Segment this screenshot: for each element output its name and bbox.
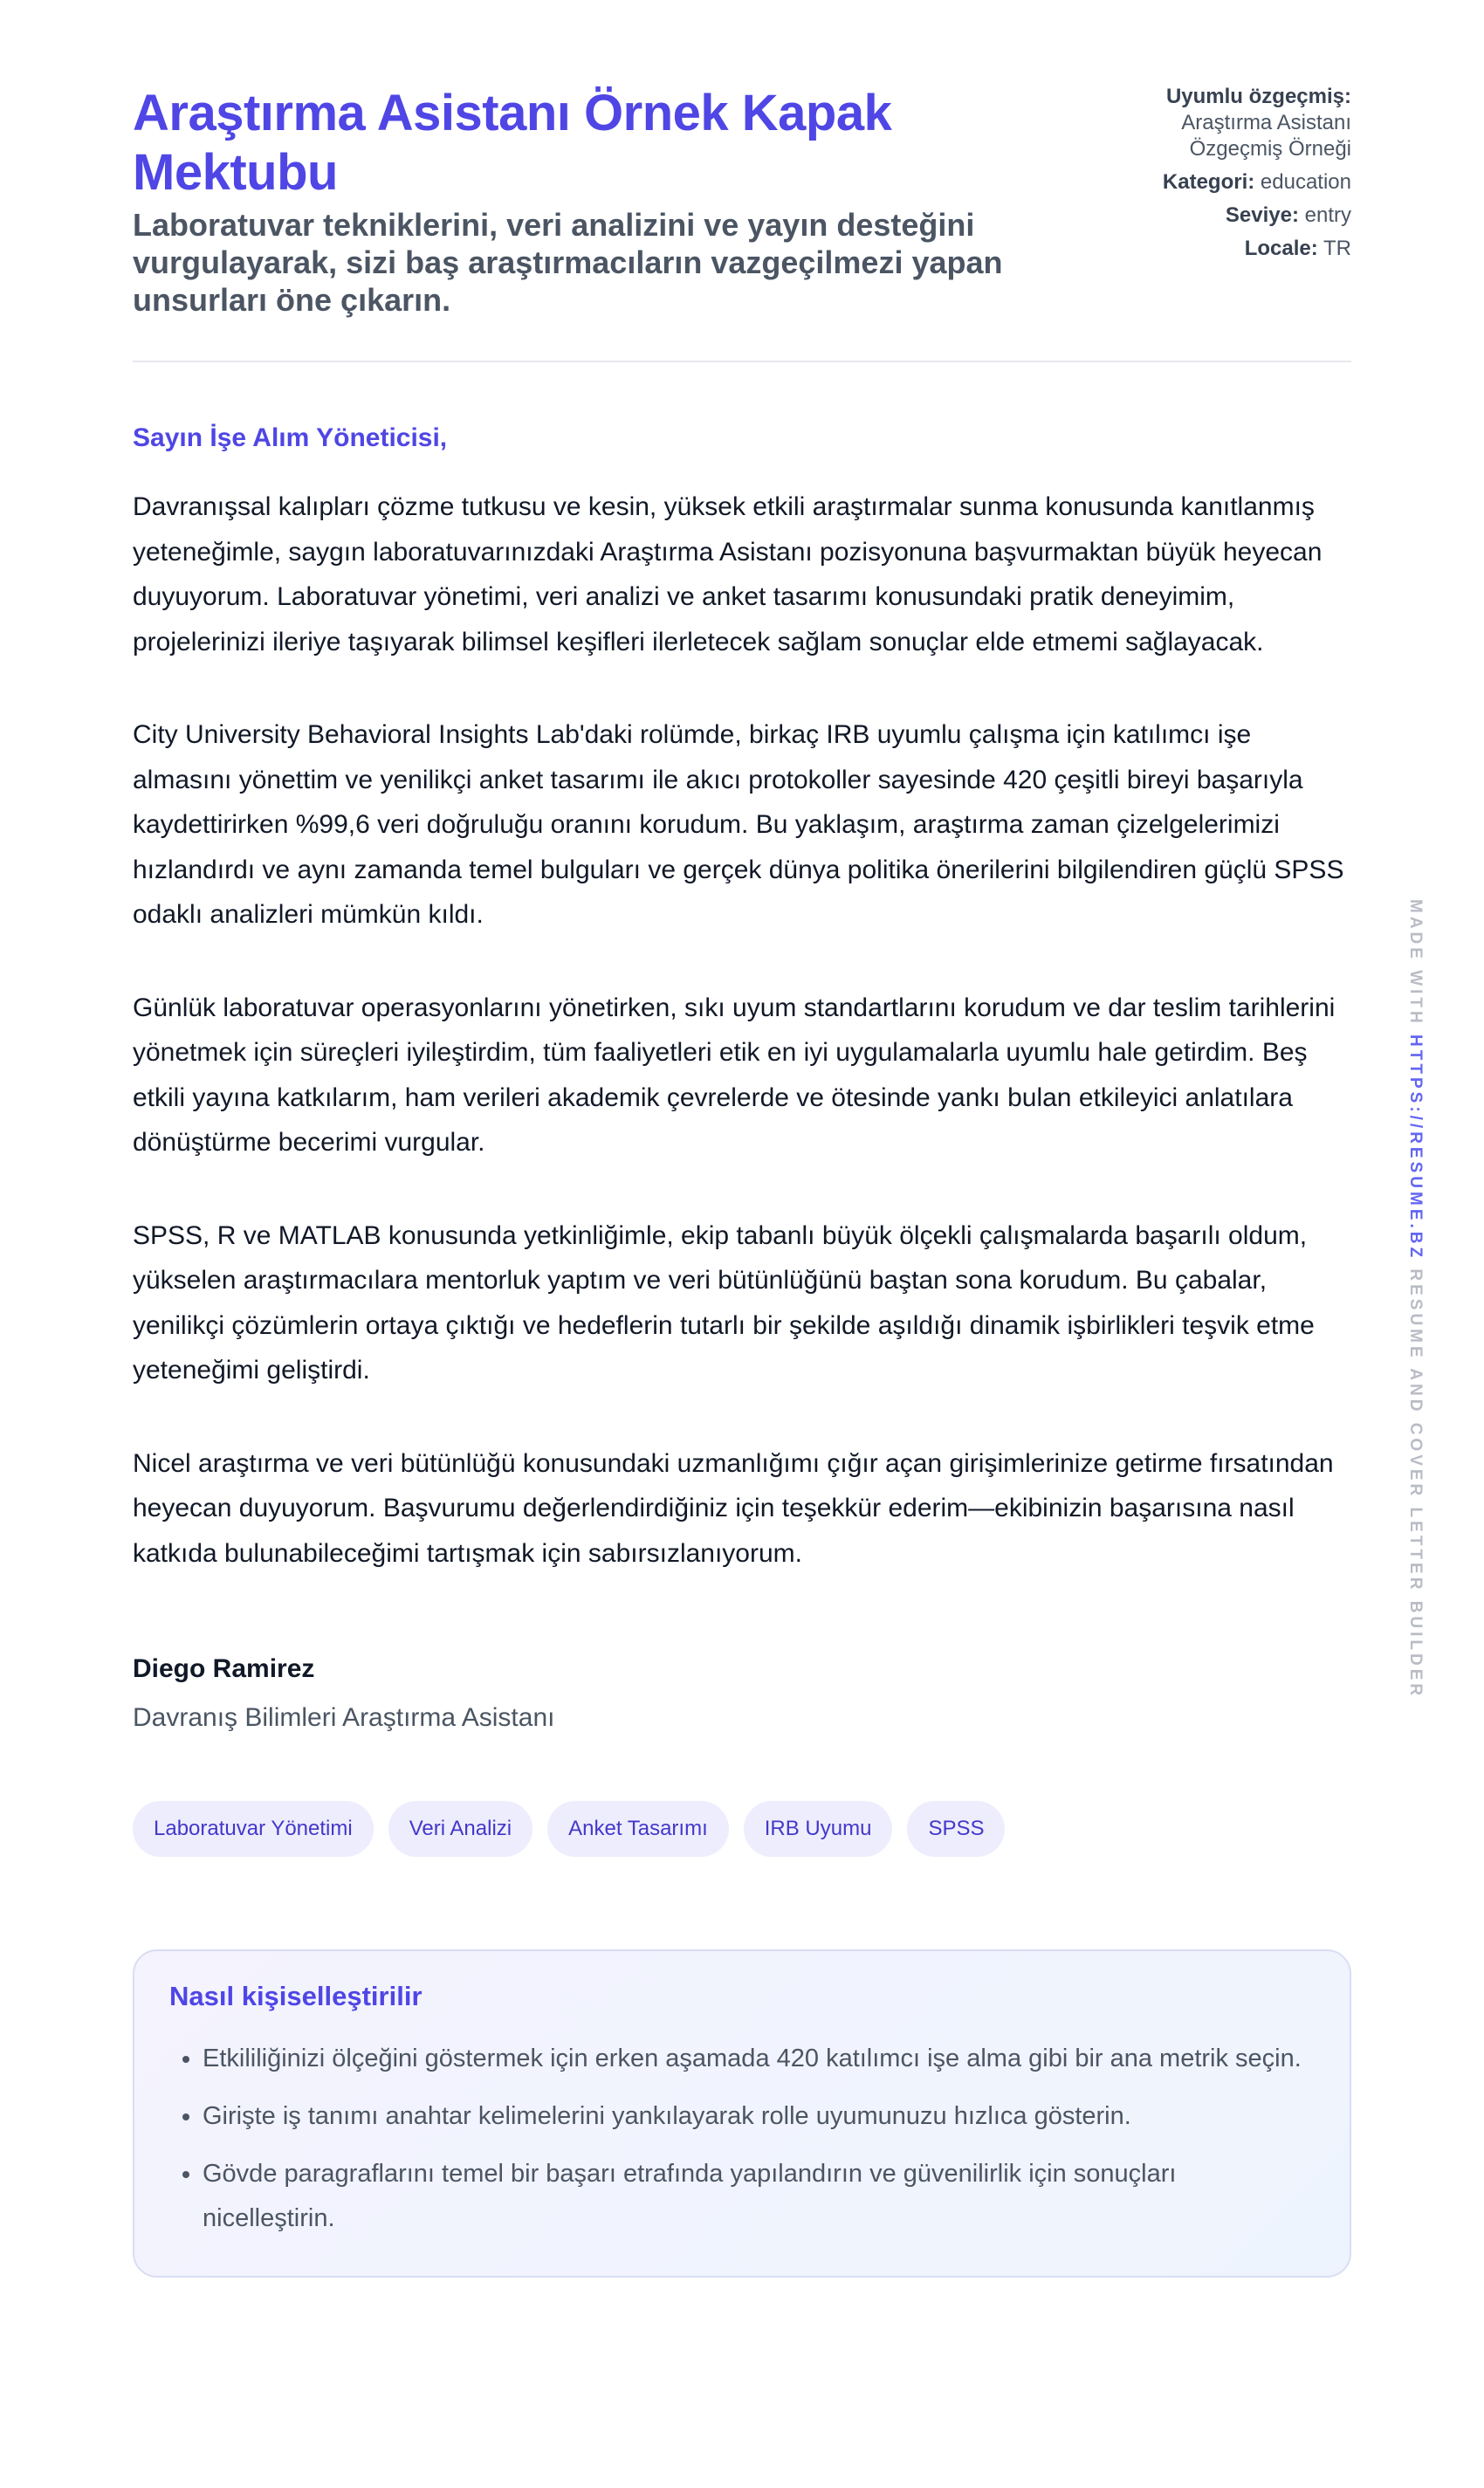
meta-locale-label: Locale: xyxy=(1244,237,1318,260)
meta-category-label: Kategori: xyxy=(1162,170,1255,194)
meta-resume-value[interactable]: Araştırma Asistanı Özgeçmiş Örneği xyxy=(1181,111,1351,161)
resume-bz-link[interactable]: HTTPS://RESUME.BZ xyxy=(1406,1034,1425,1261)
signature-block xyxy=(133,1654,1351,1733)
tips-title: Nasıl kişiselleştirilir xyxy=(169,1981,423,2011)
meta-level-label: Seviye: xyxy=(1225,203,1299,227)
meta-resume-label: Uyumlu özgeçmiş: xyxy=(1165,85,1351,108)
header-left xyxy=(133,84,1041,319)
made-with-sidebar xyxy=(1402,899,1428,1700)
letter-greeting: Sayın İşe Alım Yöneticisi, xyxy=(133,423,448,452)
meta-category xyxy=(1151,169,1351,196)
skill-tag[interactable]: Anket Tasarımı xyxy=(547,1801,729,1857)
skill-tag[interactable]: IRB Uyumu xyxy=(744,1801,893,1857)
meta-level xyxy=(1151,203,1351,229)
signature-role: Davranış Bilimleri Araştırma Asistanı xyxy=(133,1703,555,1732)
customization-tips xyxy=(133,1949,1351,2278)
page-subtitle: Laboratuvar tekniklerini, veri analizini ve yayın desteğini vurgulayarak, sizi baş araştırmacıların vazgeçilmezi yapan unsurları öne çıkarın. xyxy=(133,207,1003,318)
meta-locale-value: TR xyxy=(1323,237,1351,260)
meta-panel xyxy=(1151,84,1351,269)
letter-paragraph: Günlük laboratuvar operasyonlarını yönetirken, sıkı uyum standartlarını korudum ve dar teslim tarihlerini yönetmek için süreçleri iyileştirdim, tüm faaliyetleri etik en iyi uygulamalarla uyumlu hale getirdim. Beş etkili yayına katkılarım, ham verileri akademik çevrelerde ve ötesinde yankı bulan etkileyici anlatılara dönüştürme becerimi vurgular. xyxy=(133,993,1336,1157)
tip-item: • Girişte iş tanımı anahtar kelimelerini yankılayarak rolle uyumunuzu hızlıca gösterin. xyxy=(203,2094,1315,2139)
made-with-prefix: MADE WITH xyxy=(1406,899,1425,1027)
meta-locale xyxy=(1151,236,1351,262)
skill-tags xyxy=(133,1801,1351,1857)
letter-body xyxy=(133,485,1351,1576)
tip-item: • Etkililiğinizi ölçeğini göstermek için erken aşamada 420 katılımcı işe alma gibi bir ana metrik seçin. xyxy=(203,2037,1315,2081)
meta-category-value: education xyxy=(1260,170,1351,194)
signature-name: Diego Ramirez xyxy=(133,1654,315,1683)
tip-item: • Gövde paragraflarını temel bir başarı etrafında yapılandırın ve güvenilirlik için sonuçları nicelleştirin. xyxy=(203,2152,1315,2241)
skill-tag[interactable]: SPSS xyxy=(907,1801,1005,1857)
letter-paragraph: Nicel araştırma ve veri bütünlüğü konusundaki uzmanlığımı çığır açan girişimlerinize getirme fırsatından heyecan duyuyorum. Başvurumu değerlendirdiğiniz için teşekkür ederim—ekibinizin başarısına nasıl katkıda bulunabileceğimi tartışmak için sabırsızlanıyorum. xyxy=(133,1448,1334,1568)
tips-list xyxy=(169,2037,1315,2241)
skill-tag[interactable]: Veri Analizi xyxy=(388,1801,532,1857)
meta-level-value: entry xyxy=(1304,203,1351,227)
skill-tag[interactable]: Laboratuvar Yönetimi xyxy=(133,1801,374,1857)
cover-letter-page xyxy=(133,84,1351,2278)
letter-paragraph: Davranışsal kalıpları çözme tutkusu ve kesin, yüksek etkili araştırmalar sunma konusunda kanıtlanmış yeteneğimle, saygın laboratuvarınızdaki Araştırma Asistanı pozisyonuna başvurmaktan büyük heyecan duyuyorum. Laboratuvar yönetimi, veri analizi ve anket tasarımı konusundaki pratik deneyimim, projelerinizi ileriye taşıyarak bilimsel keşifleri ilerletecek sağlam sonuçlar elde etmemi sağlayacak. xyxy=(133,492,1323,656)
header xyxy=(133,84,1351,362)
letter-paragraph: City University Behavioral Insights Lab'daki rolümde, birkaç IRB uyumlu çalışma için katılımcı işe almasını yönettim ve yenilikçi anket tasarımı ile akıcı protokoller sayesinde 420 çeşitli bireyi başarıyla kaydettirirken %99,6 veri doğruluğu oranını korudum. Bu yaklaşım, araştırma zaman çizelgelerimizi hızlandırdı ve aynı zamanda temel bulguları ve gerçek dünya politika önerilerini bilgilendiren güçlü SPSS odaklı analizleri mümkün kıldı. xyxy=(133,720,1344,929)
meta-resume xyxy=(1151,84,1351,162)
letter-paragraph: SPSS, R ve MATLAB konusunda yetkinliğimle, ekip tabanlı büyük ölçekli çalışmalarda başarılı oldum, yükselen araştırmacılara mentorluk yaptım ve veri bütünlüğünü baştan sona korudum. Bu çabalar, yenilikçi çözümlerin ortaya çıktığı ve hedeflerin tutarlı bir şekilde aşıldığı dinamik işbirlikleri teşvik etme yeteneğimi geliştirdi. xyxy=(133,1220,1315,1385)
made-with-text xyxy=(1405,899,1425,1699)
page-title: Araştırma Asistanı Örnek Kapak Mektubu xyxy=(133,85,892,201)
made-with-suffix: RESUME AND COVER LETTER BUILDER xyxy=(1406,1268,1425,1700)
